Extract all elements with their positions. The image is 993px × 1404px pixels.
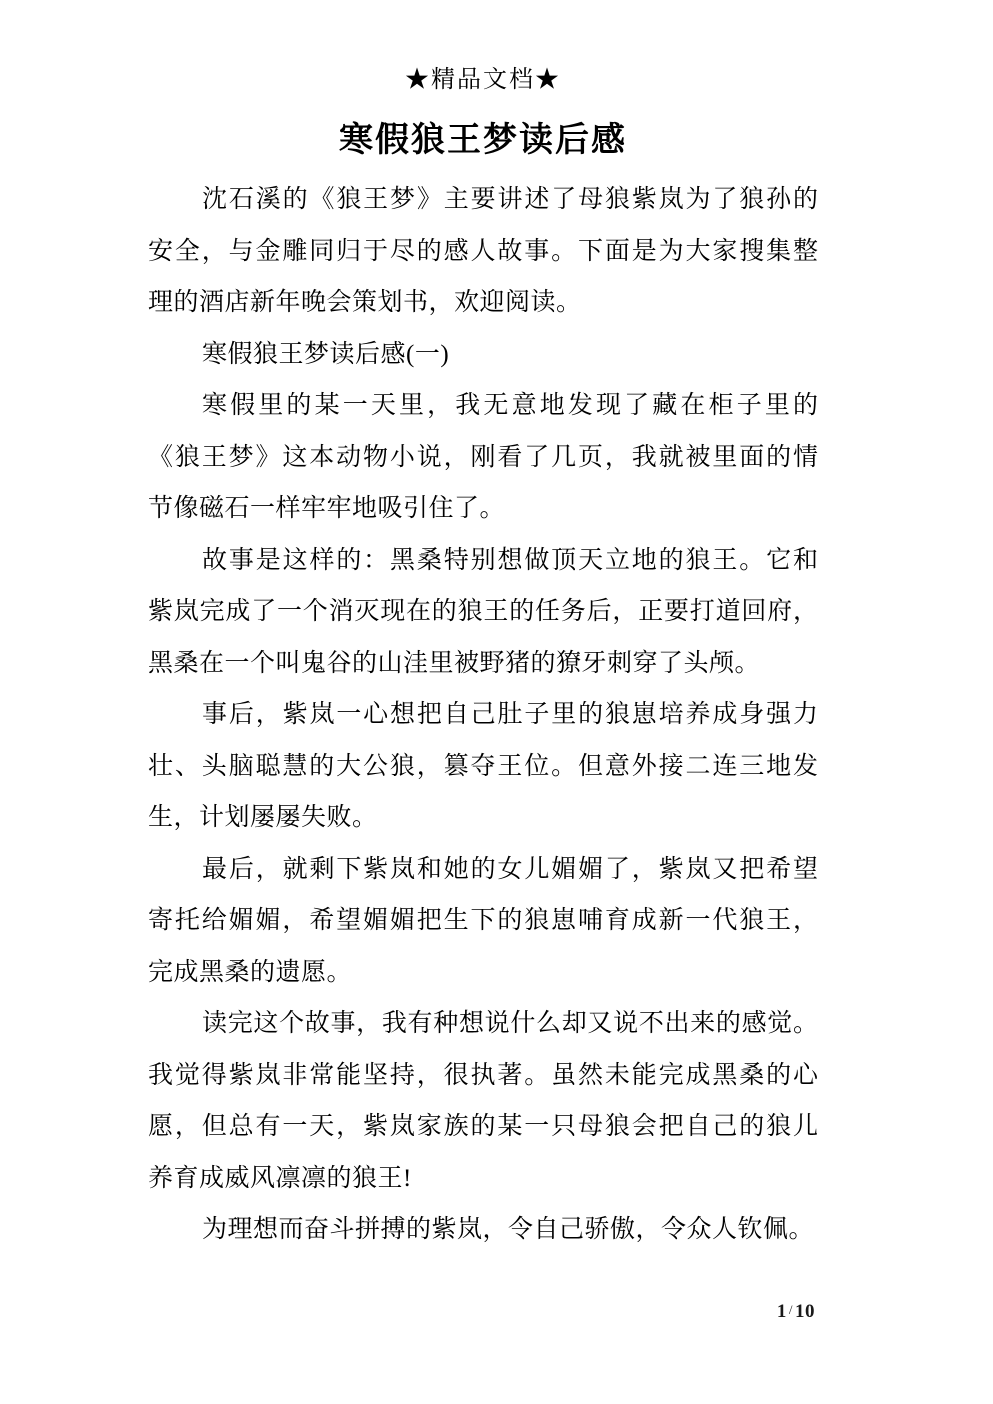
text-line: 读完这个故事，我有种想说什么却又说不出来的感觉。 bbox=[202, 1010, 818, 1037]
paragraph bbox=[148, 329, 818, 381]
document-title: 寒假狼王梦读后感 bbox=[339, 122, 627, 159]
paragraph bbox=[148, 1204, 818, 1256]
text-line: 养育成威风凛凛的狼王! bbox=[148, 1164, 412, 1192]
text-line: 沈石溪的《狼王梦》主要讲述了母狼紫岚为了狼孙的 bbox=[202, 186, 818, 213]
page-number bbox=[777, 1301, 815, 1323]
text-line: 最后，就剩下紫岚和她的女儿媚媚了，紫岚又把希望 bbox=[202, 855, 818, 883]
text-line: 完成黑桑的遗愿。 bbox=[148, 958, 353, 986]
text-line: 紫岚完成了一个消灭现在的狼王的任务后，正要打道回府， bbox=[148, 598, 818, 625]
document-header-label: ★精品文档★ bbox=[405, 67, 561, 93]
text-line: 故事是这样的：黑桑特别想做顶天立地的狼王。它和 bbox=[202, 546, 818, 574]
page-number-separator: / bbox=[788, 1302, 793, 1317]
paragraph bbox=[148, 380, 818, 535]
text-line: 事后，紫岚一心想把自己肚子里的狼崽培养成身强力 bbox=[202, 701, 818, 728]
paragraph bbox=[148, 535, 818, 690]
text-line: 安全，与金雕同归于尽的感人故事。下面是为大家搜集整 bbox=[148, 237, 818, 265]
page-number-current: 1 bbox=[776, 1301, 787, 1322]
document-body bbox=[148, 174, 818, 1256]
text-line: 寒假狼王梦读后感(一) bbox=[202, 340, 450, 368]
text-line: 壮、头脑聪慧的大公狼，篡夺王位。但意外接二连三地发 bbox=[148, 752, 818, 780]
paragraph bbox=[148, 174, 818, 329]
text-line: 愿，但总有一天，紫岚家族的某一只母狼会把自己的狼儿 bbox=[148, 1113, 818, 1140]
paragraph bbox=[148, 998, 818, 1204]
text-line: 生，计划屡屡失败。 bbox=[148, 804, 378, 831]
page-number-total: 10 bbox=[795, 1301, 815, 1322]
text-line: 寒假里的某一天里，我无意地发现了藏在柜子里的 bbox=[202, 392, 818, 419]
text-line: 《狼王梦》这本动物小说，刚看了几页，我就被里面的情 bbox=[148, 443, 818, 471]
paragraph bbox=[148, 689, 818, 844]
text-line: 寄托给媚媚，希望媚媚把生下的狼崽哺育成新一代狼王， bbox=[148, 907, 818, 934]
paragraph bbox=[148, 844, 818, 999]
text-line: 理的酒店新年晚会策划书，欢迎阅读。 bbox=[148, 289, 582, 316]
text-line: 我觉得紫岚非常能坚持，很执著。虽然未能完成黑桑的心 bbox=[148, 1061, 818, 1089]
text-line: 节像磁石一样牢牢地吸引住了。 bbox=[148, 495, 506, 522]
text-line: 为理想而奋斗拼搏的紫岚，令自己骄傲，令众人钦佩。 bbox=[202, 1216, 815, 1243]
text-line: 黑桑在一个叫鬼谷的山洼里被野猪的獠牙刺穿了头颅。 bbox=[148, 649, 761, 677]
